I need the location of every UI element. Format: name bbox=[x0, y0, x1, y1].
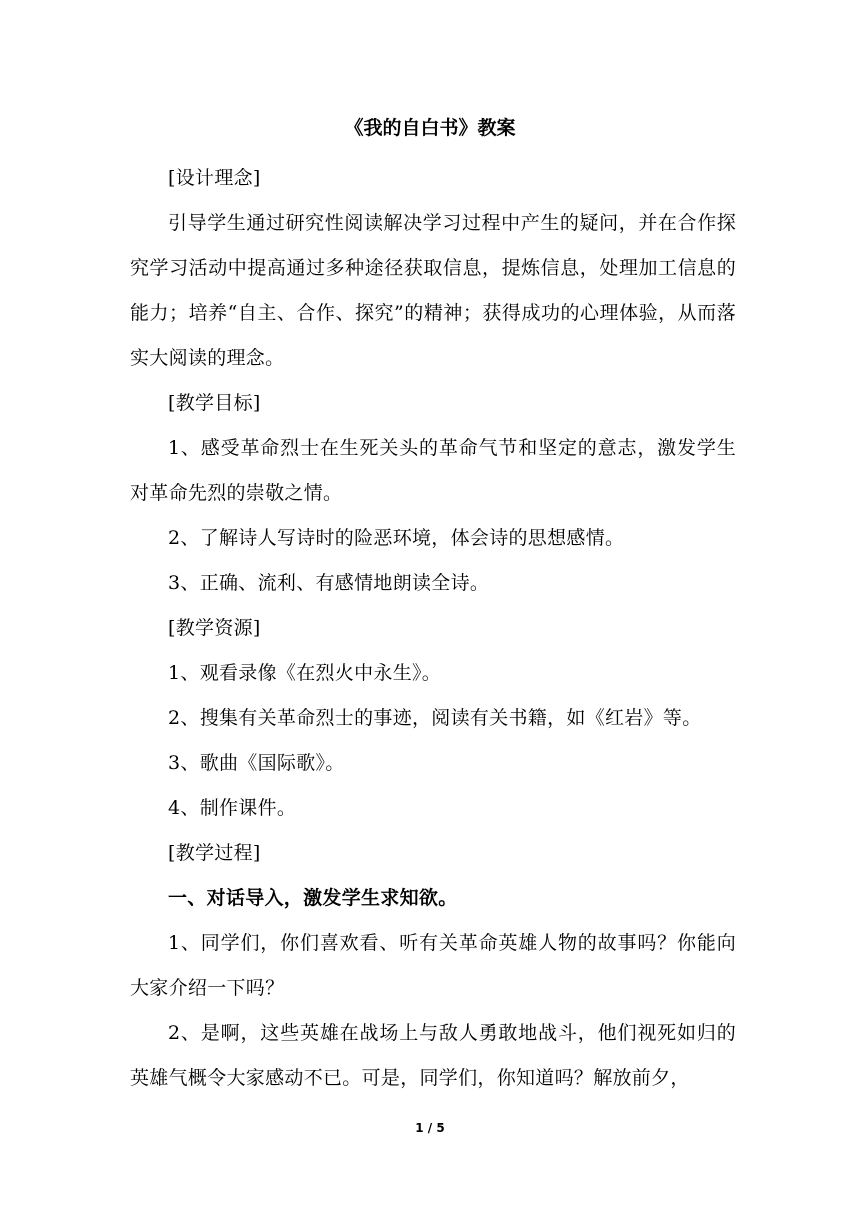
section-heading-design: [设计理念] bbox=[168, 167, 261, 189]
resource-item-3: 3、歌曲《国际歌》。 bbox=[168, 752, 345, 774]
process-step-heading-1: 一、对话导入，激发学生求知欲。 bbox=[168, 887, 458, 909]
resource-item-4: 4、制作课件。 bbox=[168, 797, 297, 819]
goal-item-2: 2、了解诗人写诗时的险恶环境，体会诗的思想感情。 bbox=[168, 527, 625, 549]
section-heading-resources: [教学资源] bbox=[168, 617, 261, 639]
document-title: 《我的自白书》教案 bbox=[344, 117, 516, 139]
paragraph-design-concept: 引导学生通过研究性阅读解决学习过程中产生的疑问，并在合作探究学习活动中提高通过多种途径获取信息，提炼信息，处理加工信息的能力；培养“自主、合作、探究”的精神；获得成功的心理体验，从而落实大阅读的理念。 bbox=[130, 212, 736, 369]
resource-item-1: 1、观看录像《在烈火中永生》。 bbox=[168, 662, 442, 684]
section-heading-goals: [教学目标] bbox=[168, 392, 261, 414]
resource-item-2: 2、搜集有关革命烈士的事迹，阅读有关书籍，如《红岩》等。 bbox=[168, 707, 702, 729]
section-heading-process: [教学过程] bbox=[168, 842, 261, 864]
goal-item-1: 1、感受革命烈士在生死关头的革命气节和坚定的意志，激发学生对革命先烈的崇敬之情。 bbox=[130, 437, 736, 504]
process-item-1: 1、同学们，你们喜欢看、听有关革命英雄人物的故事吗？你能向大家介绍一下吗？ bbox=[130, 932, 736, 999]
process-item-2: 2、是啊，这些英雄在战场上与敌人勇敢地战斗，他们视死如归的英雄气概令大家感动不已。可是，同学们，你知道吗？解放前夕， bbox=[130, 1022, 736, 1089]
goal-item-3: 3、正确、流利、有感情地朗读全诗。 bbox=[168, 572, 490, 594]
page-number: 1 / 5 bbox=[415, 1121, 445, 1135]
document-body bbox=[130, 156, 736, 1101]
